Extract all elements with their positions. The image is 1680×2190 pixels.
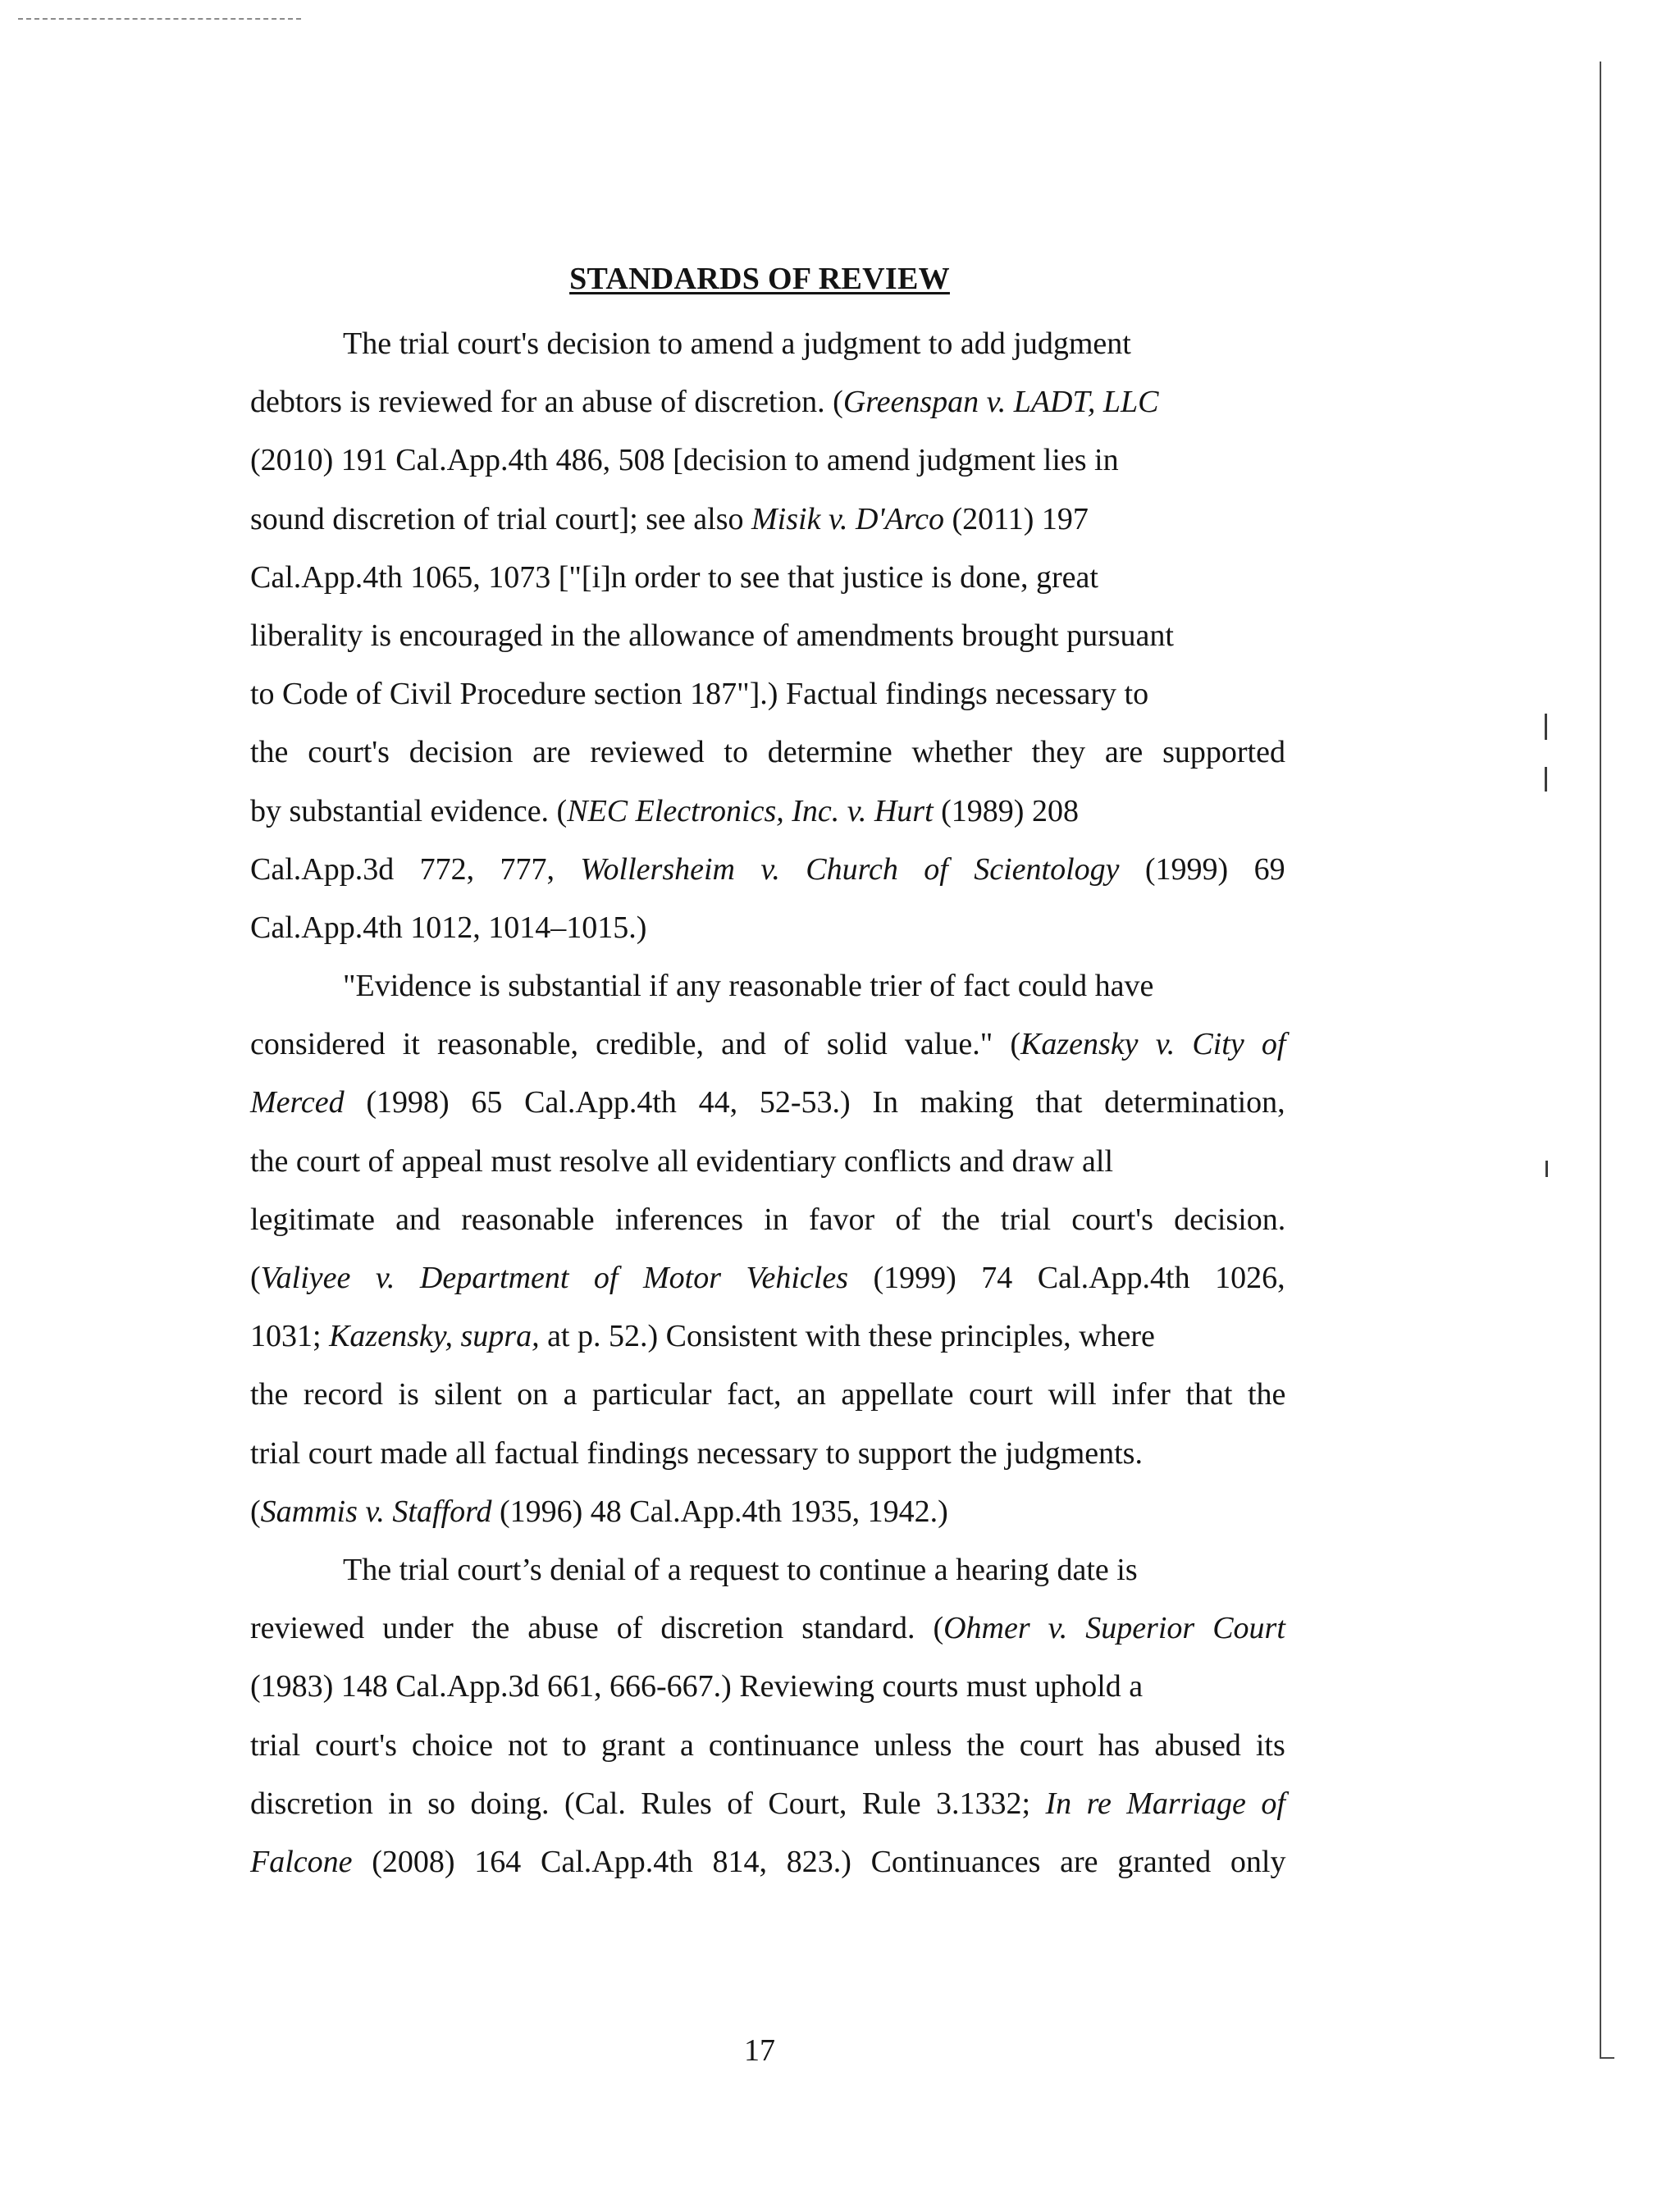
case-citation: Ohmer v. Superior Court [943, 1611, 1285, 1646]
text-run: by substantial evidence. ( [250, 793, 568, 828]
text-line [250, 1658, 1285, 1716]
text-line [250, 1191, 1285, 1249]
case-citation: Wollersheim v. Church of Scientology [580, 851, 1120, 887]
text-line-content [343, 315, 1131, 373]
text-run: (2011) 197 [944, 501, 1089, 536]
text-line [250, 1833, 1285, 1891]
text-line-content [250, 1425, 1143, 1483]
page-right-border [1600, 62, 1601, 2059]
text-run: trial court's choice not to grant a continuance unless the court has abused its [250, 1727, 1285, 1763]
text-line-content [250, 1599, 1285, 1658]
text-line [250, 1717, 1285, 1775]
text-line-content [250, 1191, 1285, 1249]
text-run: to Code of Civil Procedure section 187"].) Factual findings necessary to [250, 677, 1149, 712]
text-run: (1996) 48 Cal.App.4th 1935, 1942.) [491, 1494, 948, 1529]
text-line-content [250, 1074, 1285, 1132]
text-line [250, 549, 1285, 607]
text-line [250, 1483, 1285, 1541]
text-run: the court of appeal must resolve all evidentiary conflicts and draw all [250, 1143, 1114, 1179]
text-run: "Evidence is substantial if any reasonable trier of fact could have [343, 969, 1154, 1004]
text-line [250, 782, 1285, 841]
text-line [250, 1249, 1285, 1307]
text-line-content [250, 665, 1148, 723]
text-line [250, 899, 1285, 957]
text-line-content [250, 723, 1285, 782]
text-run: reviewed under the abuse of discretion standard. ( [250, 1611, 944, 1646]
text-run: the court's decision are reviewed to determine whether they are supported [250, 735, 1285, 770]
text-run: (1999) 74 Cal.App.4th 1026, [848, 1261, 1285, 1295]
case-citation: Falcone [250, 1844, 353, 1879]
text-line [250, 490, 1285, 549]
case-citation: Merced [250, 1085, 345, 1120]
text-line [250, 723, 1285, 782]
margin-mark [1545, 767, 1547, 792]
text-run: sound discretion of trial court]; see also [250, 501, 752, 536]
text-line-content [343, 957, 1153, 1015]
text-run: considered it reasonable, credible, and of solid value." ( [250, 1027, 1021, 1062]
page-right-border-foot [1600, 2057, 1614, 2059]
body-text [250, 315, 1285, 1891]
text-line [250, 1307, 1285, 1366]
text-line [250, 1599, 1285, 1658]
text-line-content [250, 1483, 948, 1541]
text-line [250, 1366, 1285, 1424]
text-run: trial court made all factual findings necessary to support the judgments. [250, 1435, 1143, 1471]
text-line-content [250, 1133, 1113, 1191]
text-line [250, 841, 1285, 899]
section-heading: STANDARDS OF REVIEW [569, 262, 950, 296]
text-run: (1989) 208 [933, 793, 1079, 828]
text-run: Cal.App.3d 772, 777, [250, 851, 581, 887]
text-line-content [250, 1249, 1285, 1307]
case-citation: Sammis v. Stafford [260, 1494, 492, 1529]
text-run: at p. 52.) Consistent with these principles, where [539, 1319, 1155, 1354]
text-run: ( [250, 1261, 261, 1295]
text-line-content [250, 841, 1285, 899]
scan-artifact-rule [18, 18, 301, 20]
text-run: discretion in so doing. (Cal. Rules of Court, Rule 3.1332; [250, 1786, 1046, 1821]
text-line-content [250, 1366, 1285, 1424]
text-run: legitimate and reasonable inferences in favor of the trial court's decision. [250, 1202, 1286, 1237]
text-line [250, 1425, 1285, 1483]
text-run: (2010) 191 Cal.App.4th 486, 508 [decision to amend judgment lies in [250, 443, 1119, 478]
text-line-content [250, 1833, 1285, 1891]
text-line [250, 373, 1285, 431]
text-line-content [250, 1015, 1285, 1074]
text-run: (1999) 69 [1119, 851, 1285, 887]
case-citation: Kazensky, supra, [329, 1319, 540, 1354]
case-citation: Misik v. D'Arco [751, 501, 945, 536]
text-run: debtors is reviewed for an abuse of discretion. ( [250, 385, 843, 420]
case-citation: Kazensky v. City of [1020, 1027, 1286, 1062]
text-run: 1031; [250, 1319, 330, 1354]
text-line [250, 1015, 1285, 1074]
text-line [250, 1541, 1285, 1599]
text-line-content [250, 431, 1119, 490]
text-line [250, 607, 1285, 665]
margin-mark [1545, 714, 1547, 740]
text-line-content [250, 607, 1174, 665]
text-run: (2008) 164 Cal.App.4th 814, 823.) Continuances are granted only [352, 1844, 1286, 1879]
text-run: ( [250, 1494, 261, 1529]
text-line-content [250, 899, 646, 957]
text-run: liberality is encouraged in the allowance of amendments brought pursuant [250, 618, 1174, 653]
text-line [250, 1775, 1285, 1833]
margin-mark [1545, 1161, 1548, 1177]
text-line [250, 665, 1285, 723]
text-run: The trial court’s denial of a request to continue a hearing date is [343, 1552, 1138, 1587]
text-line [250, 1074, 1285, 1132]
text-line [250, 957, 1285, 1015]
text-line-content [250, 1775, 1285, 1833]
text-line-content [250, 373, 1158, 431]
text-line [250, 315, 1285, 373]
case-citation: NEC Electronics, Inc. v. Hurt [567, 793, 934, 828]
text-line-content [250, 1307, 1155, 1366]
text-run: (1983) 148 Cal.App.3d 661, 666-667.) Reviewing courts must uphold a [250, 1669, 1144, 1704]
page-number: 17 [744, 2033, 775, 2068]
text-line-content [250, 782, 1079, 841]
case-citation: In re Marriage of [1045, 1786, 1285, 1821]
text-run: Cal.App.4th 1065, 1073 ["[i]n order to see that justice is done, great [250, 559, 1098, 595]
text-run: the record is silent on a particular fact, an appellate court will infer that the [250, 1377, 1286, 1412]
text-line-content [250, 490, 1089, 549]
case-citation: Greenspan v. LADT, LLC [842, 385, 1159, 420]
text-line [250, 431, 1285, 490]
text-line-content [250, 1717, 1285, 1775]
text-run: The trial court's decision to amend a judgment to add judgment [343, 326, 1131, 361]
text-line-content [343, 1541, 1138, 1599]
text-line [250, 1133, 1285, 1191]
case-citation: Valiyee v. Department of Motor Vehicles [260, 1261, 848, 1295]
text-run: (1998) 65 Cal.App.4th 44, 52-53.) In making that determination, [344, 1085, 1285, 1120]
text-line-content [250, 1658, 1143, 1716]
text-run: Cal.App.4th 1012, 1014–1015.) [250, 910, 647, 945]
text-line-content [250, 549, 1098, 607]
